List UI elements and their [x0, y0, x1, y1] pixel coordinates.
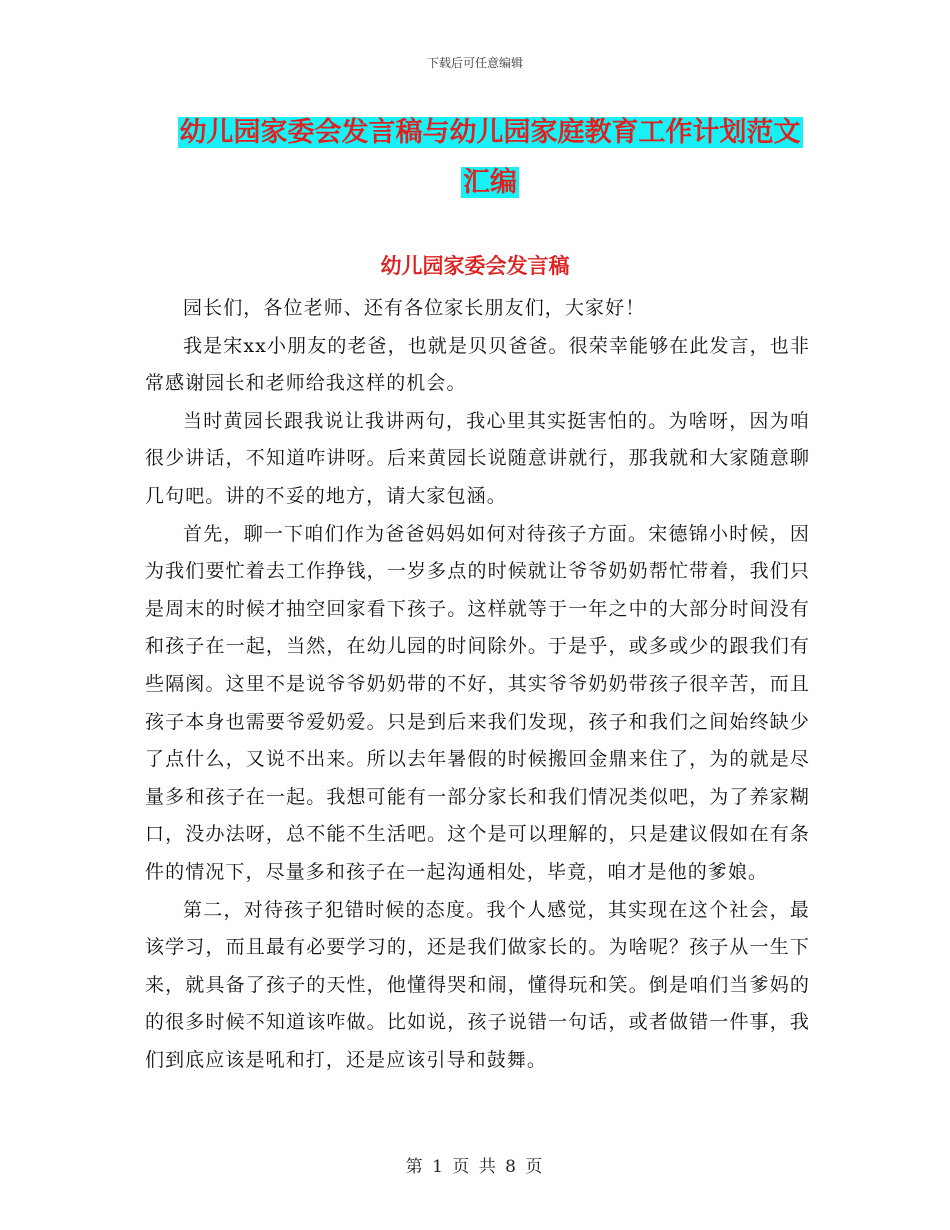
section-title: 幼儿园家委会发言稿: [380, 253, 570, 278]
paragraph: 第二，对待孩子犯错时候的态度。我个人感觉，其实现在这个社会，最该学习，而且最有必要学习的，还是我们做家长的。为啥呢？孩子从一生下来，就具备了孩子的天性，他懂得哭和闹，懂得玩和笑。倒是咱们当爹妈的的很多时候不知道该咋做。比如说，孩子说错一句话，或者做错一件事，我们到底应该是吼和打，还是应该引导和鼓舞。: [145, 898, 810, 1071]
header-note: 下载后可任意编辑: [426, 56, 523, 70]
paragraph: 园长们，各位老师、还有各位家长朋友们，大家好！: [183, 297, 646, 319]
paragraph: 我是宋xx小朋友的老爸，也就是贝贝爸爸。很荣幸能够在此发言，也非常感谢园长和老师给我这样的机会。: [145, 334, 810, 395]
document-title: [140, 108, 840, 208]
page-footer: 第 1 页 共 8 页: [405, 1157, 545, 1177]
paragraph: 当时黄园长跟我说让我讲两句，我心里其实挺害怕的。为啥呀，因为咱很少讲话，不知道咋讲呀。后来黄园长说随意讲就行，那我就和大家随意聊几句吧。讲的不妥的地方，请大家包涵。: [145, 409, 810, 507]
paragraph: 首先，聊一下咱们作为爸爸妈妈如何对待孩子方面。宋德锦小时候，因为我们要忙着去工作挣钱，一岁多点的时候就让爷爷奶奶帮忙带着，我们只是周末的时候才抽空回家看下孩子。这样就等于一年之中的大部分时间没有和孩子在一起，当然，在幼儿园的时间除外。于是乎，或多或少的跟我们有些隔阂。这里不是说爷爷奶奶带的不好，其实爷爷奶奶带孩子很辛苦，而且孩子本身也需要爷爱奶爱。只是到后来我们发现，孩子和我们之间始终缺少了点什么，又说不出来。所以去年暑假的时候搬回金鼎来住了，为的就是尽量多和孩子在一起。我想可能有一部分家长和我们情况类似吧，为了养家糊口，没办法呀，总不能不生活吧。这个是可以理解的，只是建议假如在有条件的情况下，尽量多和孩子在一起沟通相处，毕竟，咱才是他的爹娘。: [145, 522, 810, 883]
title-line-1: 幼儿园家委会发言稿与幼儿园家庭教育工作计划范文: [179, 117, 801, 148]
document-body: [145, 290, 810, 1079]
title-line-2: 汇编: [463, 167, 517, 198]
